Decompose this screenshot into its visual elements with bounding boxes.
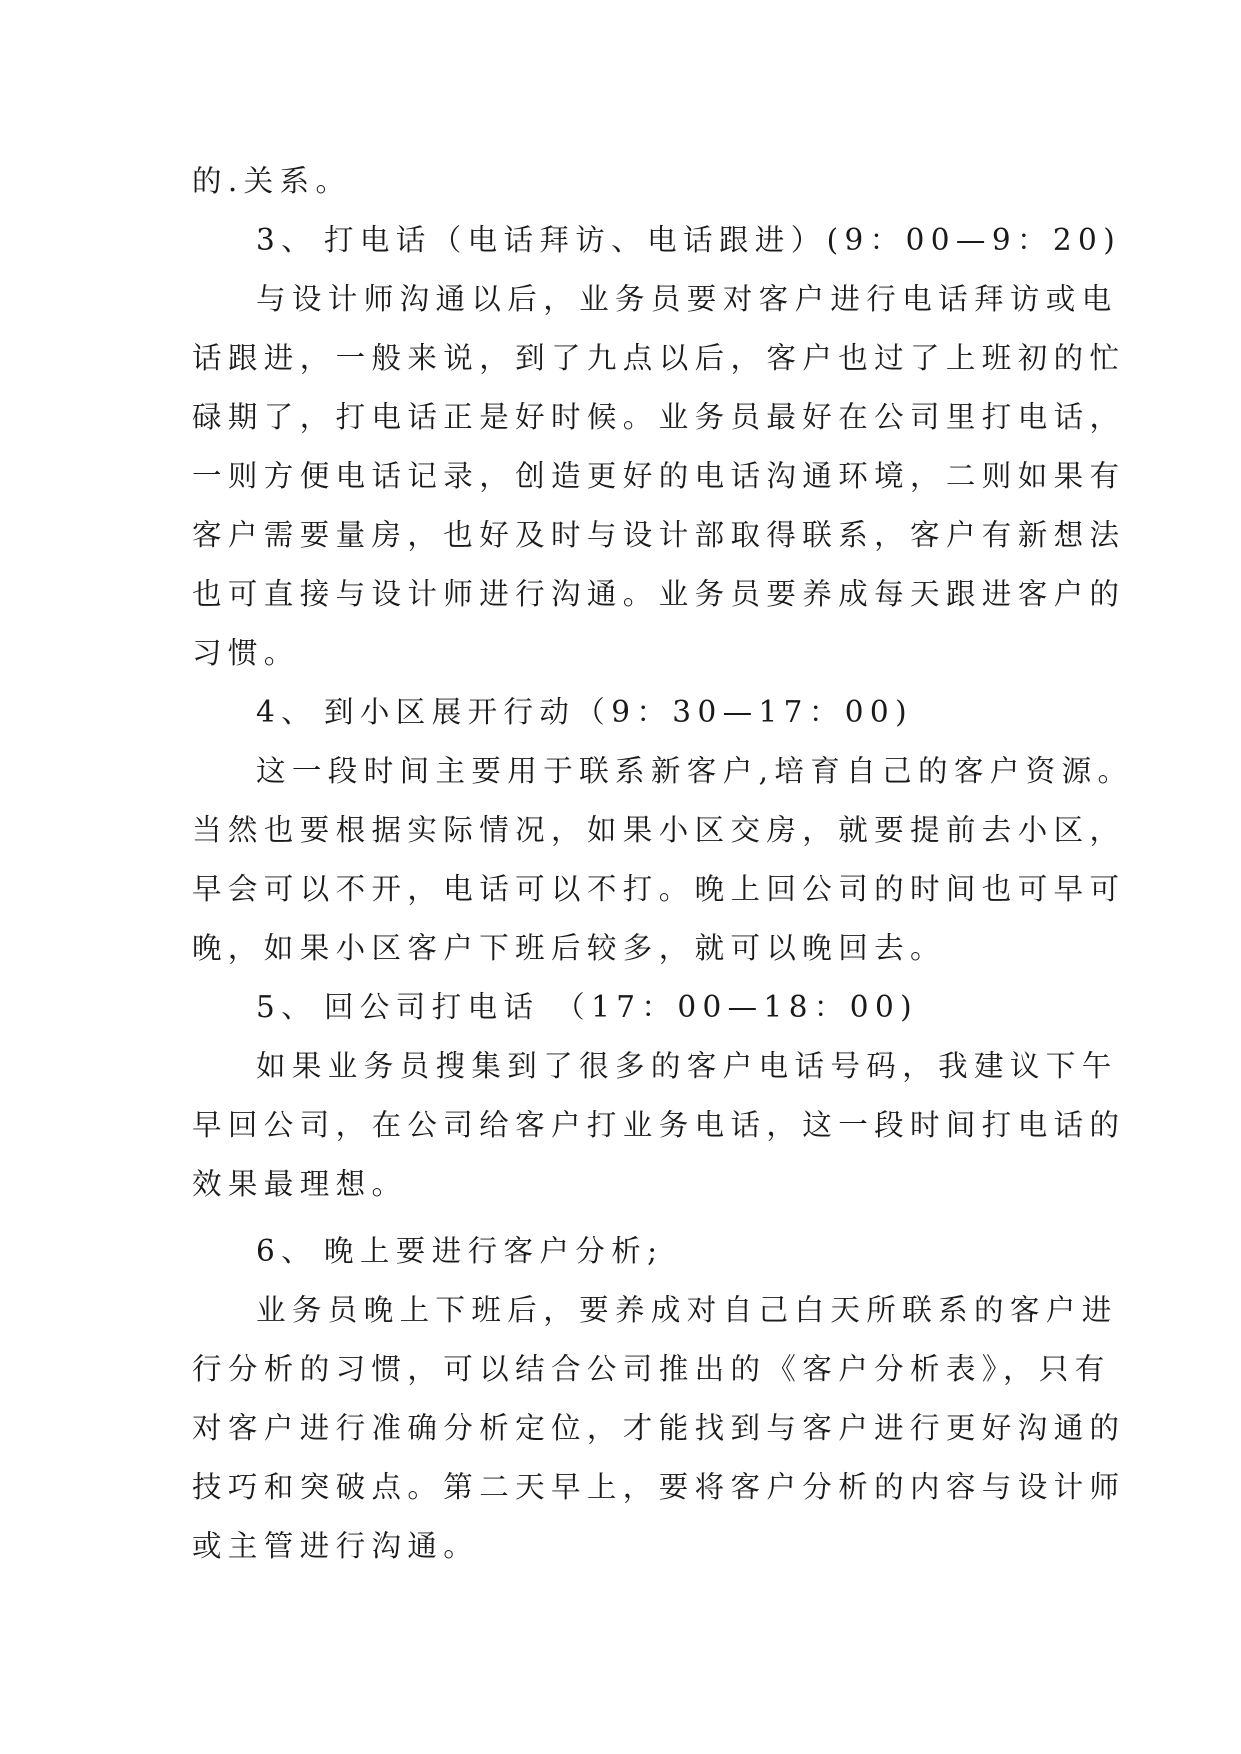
text-line: 晚，如果小区客户下班后较多，就可以晚回去。 [192, 931, 946, 965]
text-line: 早会可以不开，电话可以不打。晚上回公司的时间也可早可 [192, 872, 1126, 906]
section-title: 晚上要进行客户分析; [324, 1234, 664, 1268]
text-line: 话跟进，一般来说，到了九点以后，客户也过了上班初的忙 [192, 341, 1126, 375]
section-heading-6 [192, 1222, 1072, 1281]
text-line: 习惯。 [192, 636, 300, 670]
paragraph-first-line: 业务员晚上下班后，要养成对自己白天所联系的客户进 [256, 1293, 1118, 1327]
section-heading-3 [192, 211, 1122, 270]
section-number: 5、 [256, 990, 318, 1024]
paragraph-first-line: 与设计师沟通以后，业务员要对客户进行电话拜访或电 [256, 282, 1118, 316]
text-line: 对客户进行准确分析定位，才能找到与客户进行更好沟通的 [192, 1411, 1126, 1445]
section-number: 4、 [256, 695, 318, 729]
text-line: 当然也要根据实际情况，如果小区交房，就要提前去小区， [192, 813, 1126, 847]
text-line: 技巧和突破点。第二天早上，要将客户分析的内容与设计师 [192, 1470, 1126, 1504]
section-title: 到小区展开行动（9：30—17：00) [324, 695, 913, 729]
section-number: 6、 [256, 1234, 318, 1268]
document-body [192, 152, 1134, 1576]
paragraph-first-line: 如果业务员搜集到了很多的客户电话号码，我建议下午 [256, 1049, 1118, 1083]
text-line: 的.关系。 [192, 164, 352, 198]
section-heading-4 [192, 683, 1072, 742]
section-heading-5 [192, 978, 1072, 1037]
section-title: 打电话（电话拜访、电话跟进）(9：00—9：20) [324, 223, 1122, 257]
text-line: 或主管进行沟通。 [192, 1529, 480, 1563]
text-line: 客户需要量房，也好及时与设计部取得联系，客户有新想法 [192, 518, 1126, 552]
text-line: 碌期了，打电话正是好时候。业务员最好在公司里打电话， [192, 400, 1126, 434]
text-line: 行分析的习惯，可以结合公司推出的《客户分析表》，只有 [192, 1352, 1111, 1386]
section-number: 3、 [256, 223, 318, 257]
text-line: 效果最理想。 [192, 1167, 408, 1201]
paragraph-first-line: 这一段时间主要用于联系新客户,培育自己的客户资源。 [256, 754, 1134, 788]
text-line: 也可直接与设计师进行沟通。业务员要养成每天跟进客户的 [192, 577, 1126, 611]
text-line: 一则方便电话记录，创造更好的电话沟通环境，二则如果有 [192, 459, 1126, 493]
text-line: 早回公司，在公司给客户打业务电话，这一段时间打电话的 [192, 1108, 1126, 1142]
section-title: 回公司打电话 （17：00—18：00) [324, 990, 919, 1024]
